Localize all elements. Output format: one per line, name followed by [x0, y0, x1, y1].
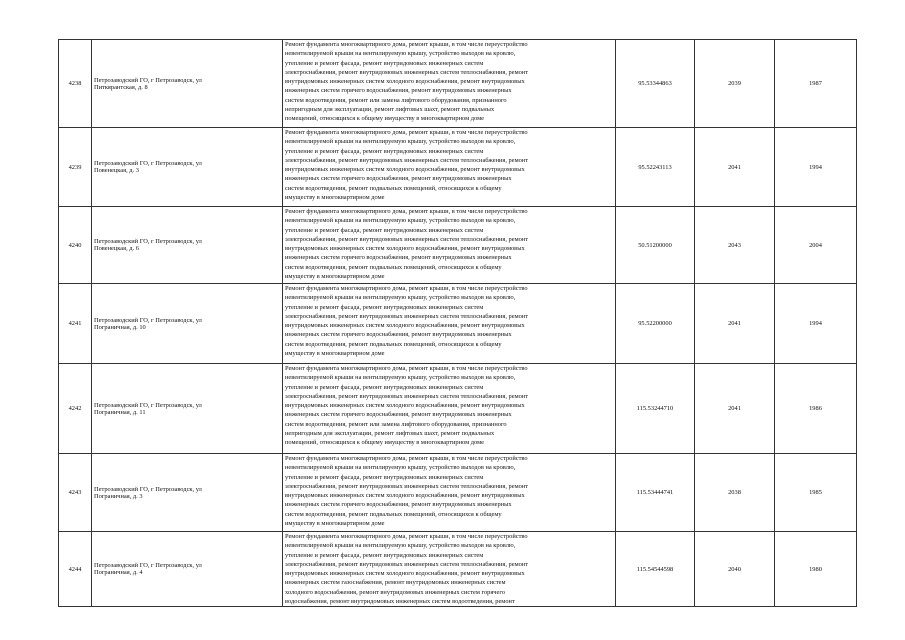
work-line: имуществу в многоквартирном доме: [285, 520, 385, 528]
work-line: Ремонт фундамента многоквартирного дома, ремонт крыши, в том числе переустройство: [285, 285, 528, 292]
table-row: [59, 207, 857, 284]
table-row: [59, 128, 857, 207]
work-line: невентилируемой крыши на вентилируемую крышу, устройство выходов на кровлю,: [285, 50, 516, 58]
address-line: Повенецкая, д. 6: [94, 245, 139, 252]
work-line: электроснабжения, ремонт внутридомовых инженерных систем теплоснабжения, ремонт: [285, 312, 529, 320]
address-line: Петрозаводский ГО, г Петрозаводск, ул: [94, 238, 202, 245]
cost-cell: 115.53444741: [616, 454, 695, 532]
address-cell: [92, 364, 283, 454]
work-line: систем водоотведения, ремонт подвальных помещений, относящихся к общему: [285, 184, 502, 192]
work-line: утепление и ремонт фасада, ремонт внутридомовых инженерных систем: [285, 473, 484, 481]
work-line: утепление и ремонт фасада, ремонт внутридомовых инженерных систем: [285, 226, 484, 234]
work-line: невентилируемой крыши на вентилируемую крышу, устройство выходов на кровлю,: [285, 374, 516, 382]
work-line: утепление и ремонт фасада, ремонт внутридомовых инженерных систем: [285, 147, 484, 155]
work-line: инженерных систем горячего водоснабжения, ремонт внутридомовых инженерных: [285, 331, 512, 339]
work-line: внутридомовых инженерных систем холодного водоснабжения, ремонт внутридомовых: [285, 166, 525, 174]
cost-cell: 50.51200000: [616, 207, 695, 284]
work-line: электроснабжения, ремонт внутридомовых инженерных систем теплоснабжения, ремонт: [285, 68, 529, 76]
build-year-cell: 1980: [775, 532, 857, 607]
address-line: Петрозаводский ГО, г Петрозаводск, ул: [94, 316, 202, 324]
row-number-cell: 4238: [59, 40, 92, 128]
row-number-cell: 4244: [59, 532, 92, 607]
address-cell: [92, 284, 283, 364]
work-types-cell: [283, 364, 616, 454]
work-line: внутридомовых инженерных систем холодного водоснабжения, ремонт внутридомовых: [285, 492, 525, 500]
work-line: Ремонт фундамента многоквартирного дома, ремонт крыши, в том числе переустройство: [285, 129, 528, 136]
work-line: непригодным для эксплуатации, ремонт лифтовых шахт, ремонт подвальных: [285, 430, 495, 438]
work-line: внутридомовых инженерных систем холодного водоснабжения, ремонт внутридомовых: [285, 402, 525, 410]
address-cell: [92, 532, 283, 607]
planned-year-cell: 2041: [695, 284, 775, 364]
planned-year-cell: 2039: [695, 40, 775, 128]
work-line: систем водоотведения, ремонт или замена лифтового оборудования, признанного: [285, 96, 507, 104]
work-line: внутридомовых инженерных систем холодного водоснабжения, ремонт внутридомовых: [285, 245, 525, 253]
address-line: Петрозаводский ГО, г Петрозаводск, ул: [94, 485, 202, 493]
work-line: помещений, относящихся к общему имуществу в многоквартирном доме: [285, 439, 484, 447]
row-number-cell: 4242: [59, 364, 92, 454]
work-line: систем водоотведения, ремонт подвальных помещений, относящихся к общему: [285, 340, 502, 348]
work-line: инженерных систем горячего водоснабжения, ремонт внутридомовых инженерных: [285, 175, 512, 183]
work-types-cell: [283, 532, 616, 607]
work-line: инженерных систем горячего водоснабжения, ремонт внутридомовых инженерных: [285, 87, 512, 95]
work-line: утепление и ремонт фасада, ремонт внутридомовых инженерных систем: [285, 383, 484, 391]
work-types-cell: [283, 207, 616, 284]
address-line: Повенецкая, д. 3: [94, 167, 139, 174]
repair-program-table: [58, 39, 857, 607]
address-line: Пограничная, д. 4: [94, 569, 143, 577]
build-year-cell: 1985: [775, 454, 857, 532]
address-line: Пограничная, д. 11: [94, 408, 146, 416]
work-line: невентилируемой крыши на вентилируемую крышу, устройство выходов на кровлю,: [285, 294, 516, 302]
build-year-cell: 1994: [775, 284, 857, 364]
cost-cell: 115.54544598: [616, 532, 695, 607]
address-line: Петрозаводский ГО, г Петрозаводск, ул: [94, 76, 202, 84]
planned-year-cell: 2041: [695, 364, 775, 454]
work-line: электроснабжения, ремонт внутридомовых инженерных систем теплоснабжения, ремонт: [285, 392, 529, 400]
address-cell: [92, 454, 283, 532]
address-line: Пограничная, д. 10: [94, 323, 146, 331]
work-line: невентилируемой крыши на вентилируемую крышу, устройство выходов на кровлю,: [285, 464, 516, 472]
table-row: [59, 532, 857, 607]
work-line: инженерных систем горячего водоснабжения, ремонт внутридомовых инженерных: [285, 411, 512, 419]
work-line: систем водоотведения, ремонт подвальных помещений, относящихся к общему: [285, 263, 502, 271]
work-line: систем водоотведения, ремонт подвальных помещений, относящихся к общему: [285, 510, 502, 518]
address-cell: [92, 40, 283, 128]
address-line: Пограничная, д. 3: [94, 492, 143, 500]
table-row: [59, 454, 857, 532]
work-line: Ремонт фундамента многоквартирного дома, ремонт крыши, в том числе переустройство: [285, 208, 528, 215]
build-year-cell: 2004: [775, 207, 857, 284]
work-line: Ремонт фундамента многоквартирного дома, ремонт крыши, в том числе переустройство: [285, 41, 528, 48]
build-year-cell: 1994: [775, 128, 857, 207]
row-number-cell: 4240: [59, 207, 92, 284]
planned-year-cell: 2040: [695, 532, 775, 607]
work-line: утепление и ремонт фасада, ремонт внутридомовых инженерных систем: [285, 59, 484, 67]
work-line: инженерных систем горячего водоснабжения, ремонт внутридомовых инженерных: [285, 254, 512, 262]
work-line: холодного водоснабжения, ремонт внутридомовых инженерных систем горячего: [285, 588, 506, 596]
address-line: Петрозаводский ГО, г Петрозаводск, ул: [94, 401, 202, 409]
work-line: Ремонт фундамента многоквартирного дома, ремонт крыши, в том числе переустройство: [285, 455, 528, 462]
cost-cell: 95.52200000: [616, 284, 695, 364]
address-cell: [92, 128, 283, 207]
work-line: водоснабжения, ремонт внутридомовых инженерных систем водоотведения, ремонт: [285, 598, 515, 606]
cost-cell: 115.53244710: [616, 364, 695, 454]
work-line: Ремонт фундамента многоквартирного дома, ремонт крыши, в том числе переустройство: [285, 365, 528, 372]
build-year-cell: 1987: [775, 40, 857, 128]
work-types-cell: [283, 284, 616, 364]
work-line: инженерных систем горячего водоснабжения, ремонт внутридомовых инженерных: [285, 501, 512, 509]
work-line: Ремонт фундамента многоквартирного дома, ремонт крыши, в том числе переустройство: [285, 533, 528, 540]
row-number-cell: 4241: [59, 284, 92, 364]
work-line: невентилируемой крыши на вентилируемую крышу, устройство выходов на кровлю,: [285, 542, 516, 550]
planned-year-cell: 2043: [695, 207, 775, 284]
document-page: [58, 39, 857, 607]
planned-year-cell: 2041: [695, 128, 775, 207]
work-line: внутридомовых инженерных систем холодного водоснабжения, ремонт внутридомовых: [285, 78, 525, 86]
work-line: имуществу в многоквартирном доме: [285, 194, 385, 202]
work-line: имуществу в многоквартирном доме: [285, 350, 385, 358]
work-line: систем водоотведения, ремонт или замена лифтового оборудования, признанного: [285, 420, 507, 428]
build-year-cell: 1986: [775, 364, 857, 454]
table-body: [59, 40, 857, 607]
work-line: невентилируемой крыши на вентилируемую крышу, устройство выходов на кровлю,: [285, 217, 516, 225]
table-row: [59, 284, 857, 364]
table-row: [59, 40, 857, 128]
planned-year-cell: 2038: [695, 454, 775, 532]
address-line: Петрозаводский ГО, г Петрозаводск, ул: [94, 562, 202, 570]
address-line: Петрозаводский ГО, г Петрозаводск, ул: [94, 160, 202, 167]
work-types-cell: [283, 128, 616, 207]
row-number-cell: 4239: [59, 128, 92, 207]
work-line: внутридомовых инженерных систем холодного водоснабжения, ремонт внутридомовых: [285, 322, 525, 330]
work-types-cell: [283, 40, 616, 128]
work-line: невентилируемой крыши на вентилируемую крышу, устройство выходов на кровлю,: [285, 138, 516, 146]
work-line: утепление и ремонт фасада, ремонт внутридомовых инженерных систем: [285, 551, 484, 559]
work-line: электроснабжения, ремонт внутридомовых инженерных систем теплоснабжения, ремонт: [285, 560, 529, 568]
work-line: утепление и ремонт фасада, ремонт внутридомовых инженерных систем: [285, 303, 484, 311]
table-row: [59, 364, 857, 454]
work-line: внутридомовых инженерных систем холодного водоснабжения, ремонт внутридомовых: [285, 570, 525, 578]
cost-cell: 95.52243113: [616, 128, 695, 207]
work-types-cell: [283, 454, 616, 532]
cost-cell: 95.53344863: [616, 40, 695, 128]
work-line: инженерных систем газоснабжения, ремонт внутридомовых инженерных систем: [285, 579, 506, 587]
work-line: имуществу в многоквартирном доме: [285, 273, 385, 281]
work-line: непригодным для эксплуатации, ремонт лифтовых шахт, ремонт подвальных: [285, 106, 495, 114]
address-line: Питкярантская, д. 8: [94, 83, 148, 91]
work-line: электроснабжения, ремонт внутридомовых инженерных систем теплоснабжения, ремонт: [285, 482, 529, 490]
work-line: электроснабжения, ремонт внутридомовых инженерных систем теплоснабжения, ремонт: [285, 156, 529, 164]
work-line: помещений, относящихся к общему имуществу в многоквартирном доме: [285, 115, 484, 123]
work-line: электроснабжения, ремонт внутридомовых инженерных систем теплоснабжения, ремонт: [285, 235, 529, 243]
address-cell: [92, 207, 283, 284]
row-number-cell: 4243: [59, 454, 92, 532]
